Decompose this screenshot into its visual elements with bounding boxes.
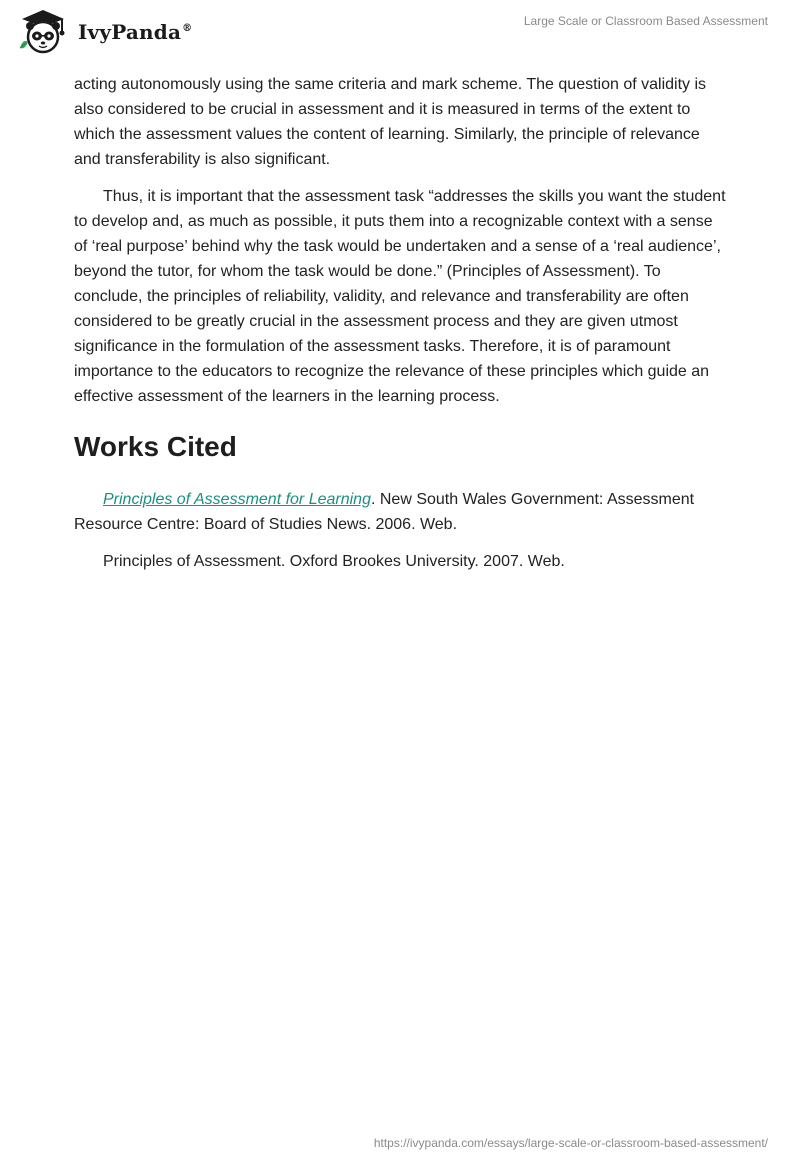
body-paragraph: Thus, it is important that the assessment task “addresses the skills you want the student to develop and, as much as possible, it puts them into a recognizable context with a sense of ‘real purpose’ behind why the task would be undertaken and a sense of a ‘real audience’, beyond the tutor, for whom the task would be done.” (Principles of Assessment). To conclude, the principles of reliability, validity, and relevance and transferability are often considered to be greatly crucial in the assessment process and they are given utmost significance in the formulation of the assessment tasks. Therefore, it is of paramount importance to the educators to recognize the relevance of these principles which guide an effective assessment of the learners in the learning process. <box>74 188 726 405</box>
citation-entry: Principles of Assessment. Oxford Brookes University. 2007. Web. <box>103 553 565 570</box>
page-header <box>0 0 800 60</box>
ivypanda-logo[interactable] <box>14 8 192 56</box>
citation-details: . New South Wales Government: Assessment Resource Centre: Board of Studies News. 2006. Web. <box>74 491 695 533</box>
citation-entry <box>74 487 726 537</box>
body-paragraph: acting autonomously using the same criteria and mark scheme. The question of validity is also considered to be crucial in assessment and it is measured in terms of the extent to which the assessment values the content of learning. Similarly, the principle of relevance and transferability is also significant. <box>74 76 707 168</box>
essay-content <box>74 72 726 586</box>
footer-url[interactable]: https://ivypanda.com/essays/large-scale-or-classroom-based-assessment/ <box>373 1136 768 1150</box>
panda-graduate-icon <box>14 8 72 56</box>
works-cited-heading: Works Cited <box>74 431 237 462</box>
brand-name: IvyPanda® <box>78 20 193 44</box>
citation-link[interactable]: Principles of Assessment for Learning <box>103 491 371 508</box>
running-title: Large Scale or Classroom Based Assessment <box>523 14 768 28</box>
